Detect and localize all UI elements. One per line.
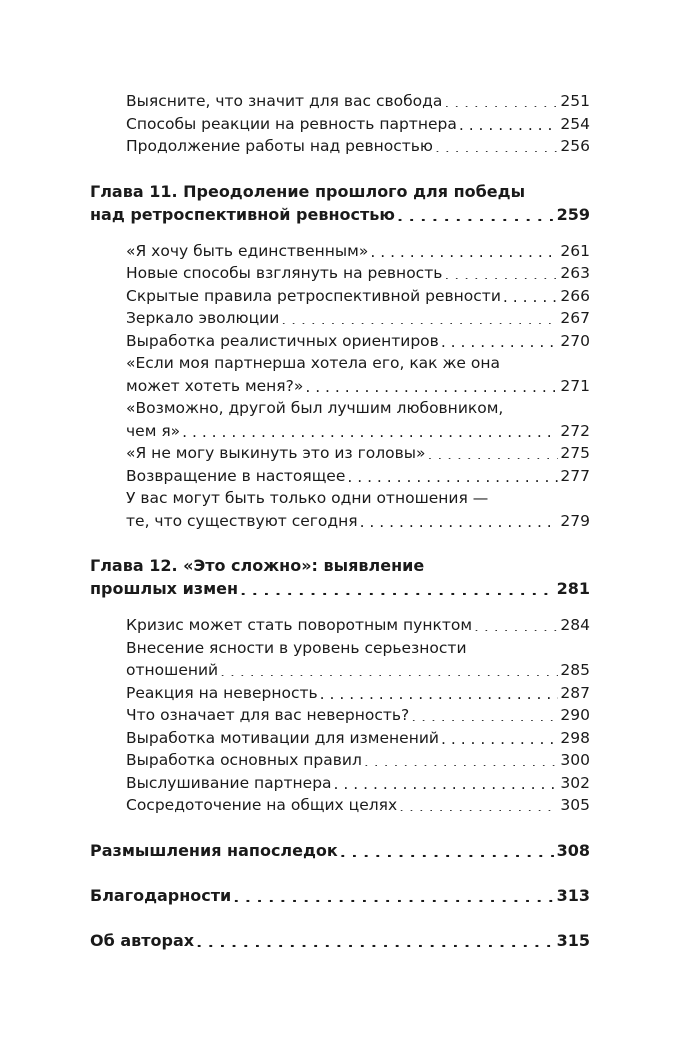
dot-leader bbox=[441, 331, 559, 347]
chapter-heading bbox=[90, 203, 590, 226]
chapter-heading-line: Глава 12. «Это сложно»: выявление bbox=[90, 556, 425, 575]
dot-leader bbox=[281, 309, 558, 325]
chapter-heading bbox=[90, 577, 590, 600]
toc-entry-page: 270 bbox=[560, 331, 590, 350]
toc-entry-title: Выслушивание партнера bbox=[126, 773, 332, 792]
dot-leader bbox=[474, 616, 558, 632]
section-title: Благодарности bbox=[90, 885, 232, 905]
toc-entry-title: может хотеть меня?» bbox=[126, 376, 304, 395]
toc-entry bbox=[90, 240, 590, 263]
toc-entry-title: Выясните, что значит для вас свобода bbox=[126, 92, 443, 110]
toc-entry-title: Что означает для вас неверность? bbox=[126, 706, 410, 724]
toc-entry bbox=[90, 682, 590, 705]
dot-leader bbox=[397, 205, 555, 221]
toc-entry-title: отношений bbox=[126, 661, 219, 679]
toc-entry-page: 267 bbox=[560, 309, 590, 327]
chapter-page: 259 bbox=[556, 204, 590, 224]
toc-entry-page: 277 bbox=[560, 466, 590, 485]
toc-entry bbox=[90, 794, 590, 817]
toc-entry-title: Реакция на неверность bbox=[126, 683, 318, 702]
dot-leader bbox=[370, 241, 558, 257]
toc-entry-line: «Если моя партнерша хотела его, как же она bbox=[126, 354, 501, 372]
toc-entry-page: 261 bbox=[560, 241, 590, 260]
toc-entry bbox=[90, 307, 590, 330]
dot-leader bbox=[220, 661, 558, 677]
toc-entry-title: те, что существуют сегодня bbox=[126, 511, 358, 530]
toc-entry-title: «Я хочу быть единственным» bbox=[126, 241, 369, 260]
toc-entry bbox=[90, 727, 590, 750]
dot-leader bbox=[182, 421, 558, 437]
toc-entry bbox=[90, 704, 590, 727]
chapter-title: над ретроспективной ревностью bbox=[90, 204, 395, 224]
section-page: 308 bbox=[556, 840, 590, 860]
dot-leader bbox=[320, 683, 559, 699]
toc-entry-page: 305 bbox=[560, 796, 590, 814]
toc-entry bbox=[90, 510, 590, 533]
dot-leader bbox=[435, 137, 558, 153]
toc-entry-page: 254 bbox=[560, 114, 590, 133]
toc-entry-title: «Я не могу выкинуть это из головы» bbox=[126, 444, 426, 462]
toc-entry bbox=[90, 614, 590, 637]
dot-leader bbox=[347, 466, 558, 482]
toc-entry-line: У вас могут быть только одни отношения — bbox=[126, 489, 489, 507]
toc-section-heading bbox=[90, 839, 590, 862]
dot-leader bbox=[305, 376, 558, 392]
toc-entry bbox=[90, 113, 590, 136]
toc-entry-page: 300 bbox=[560, 751, 590, 769]
toc-entry-page: 298 bbox=[560, 728, 590, 747]
section-title: Размышления напоследок bbox=[90, 840, 338, 860]
toc-entry-page: 275 bbox=[560, 444, 590, 462]
toc-entry-title: Возвращение в настоящее bbox=[126, 466, 346, 485]
toc-entry bbox=[90, 442, 590, 465]
dot-leader bbox=[441, 728, 558, 744]
table-of-contents bbox=[90, 90, 590, 952]
chapter-heading-line: Глава 11. Преодоление прошлого для победы bbox=[90, 181, 526, 201]
toc-entry-page: 251 bbox=[560, 92, 590, 110]
dot-leader bbox=[364, 751, 559, 767]
dot-leader bbox=[196, 931, 554, 947]
dot-leader bbox=[240, 579, 555, 595]
toc-entry-title: Новые способы взглянуть на ревность bbox=[126, 264, 443, 282]
toc-entry bbox=[90, 375, 590, 398]
toc-entry bbox=[90, 465, 590, 488]
toc-entry-title: Зеркало эволюции bbox=[126, 309, 280, 327]
toc-entry-title: чем я» bbox=[126, 421, 181, 440]
dot-leader bbox=[444, 92, 558, 108]
toc-entry bbox=[90, 659, 590, 682]
chapter-title: прошлых измен bbox=[90, 579, 239, 598]
toc-entry-page: 271 bbox=[560, 376, 590, 395]
section-page: 315 bbox=[556, 930, 590, 950]
toc-entry bbox=[90, 420, 590, 443]
toc-entry-page: 263 bbox=[560, 264, 590, 282]
dot-leader bbox=[340, 841, 555, 857]
toc-entry-page: 287 bbox=[560, 683, 590, 702]
toc-section-heading bbox=[90, 884, 590, 907]
toc-entry-title: Выработка мотивации для изменений bbox=[126, 728, 439, 747]
toc-entry-title: Выработка основных правил bbox=[126, 751, 362, 769]
dot-leader bbox=[334, 773, 559, 789]
dot-leader bbox=[233, 886, 554, 902]
dot-leader bbox=[399, 796, 558, 812]
dot-leader bbox=[459, 114, 559, 130]
toc-entry bbox=[90, 330, 590, 353]
toc-entry bbox=[90, 90, 590, 113]
toc-entry-page: 290 bbox=[560, 706, 590, 724]
toc-entry-page: 302 bbox=[560, 773, 590, 792]
toc-entry-line: Внесение ясности в уровень серьезности bbox=[126, 638, 467, 657]
toc-entry-title: Скрытые правила ретроспективной ревности bbox=[126, 286, 501, 305]
dot-leader bbox=[444, 264, 558, 280]
toc-entry bbox=[90, 135, 590, 158]
dot-leader bbox=[411, 706, 558, 722]
dot-leader bbox=[503, 286, 559, 302]
toc-entry bbox=[90, 749, 590, 772]
toc-entry-line: «Возможно, другой был лучшим любовником, bbox=[126, 399, 504, 417]
toc-entry-page: 284 bbox=[560, 616, 590, 634]
dot-leader bbox=[360, 511, 559, 527]
dot-leader bbox=[427, 444, 558, 460]
toc-entry bbox=[90, 285, 590, 308]
section-page: 313 bbox=[556, 885, 590, 905]
toc-entry-page: 266 bbox=[560, 286, 590, 305]
toc-entry-title: Выработка реалистичных ориентиров bbox=[126, 331, 439, 350]
toc-entry-page: 256 bbox=[560, 137, 590, 155]
chapter-page: 281 bbox=[556, 579, 590, 598]
toc-entry-title: Сосредоточение на общих целях bbox=[126, 796, 398, 814]
toc-entry-title: Способы реакции на ревность партнера bbox=[126, 114, 457, 133]
toc-entry bbox=[90, 262, 590, 285]
toc-entry-title: Кризис может стать поворотным пунктом bbox=[126, 616, 473, 634]
section-title: Об авторах bbox=[90, 930, 195, 950]
toc-entry-page: 285 bbox=[560, 661, 590, 679]
toc-section-heading bbox=[90, 929, 590, 952]
toc-entry bbox=[90, 772, 590, 795]
toc-entry-page: 272 bbox=[560, 421, 590, 440]
toc-entry-title: Продолжение работы над ревностью bbox=[126, 137, 433, 155]
toc-entry-page: 279 bbox=[560, 511, 590, 530]
